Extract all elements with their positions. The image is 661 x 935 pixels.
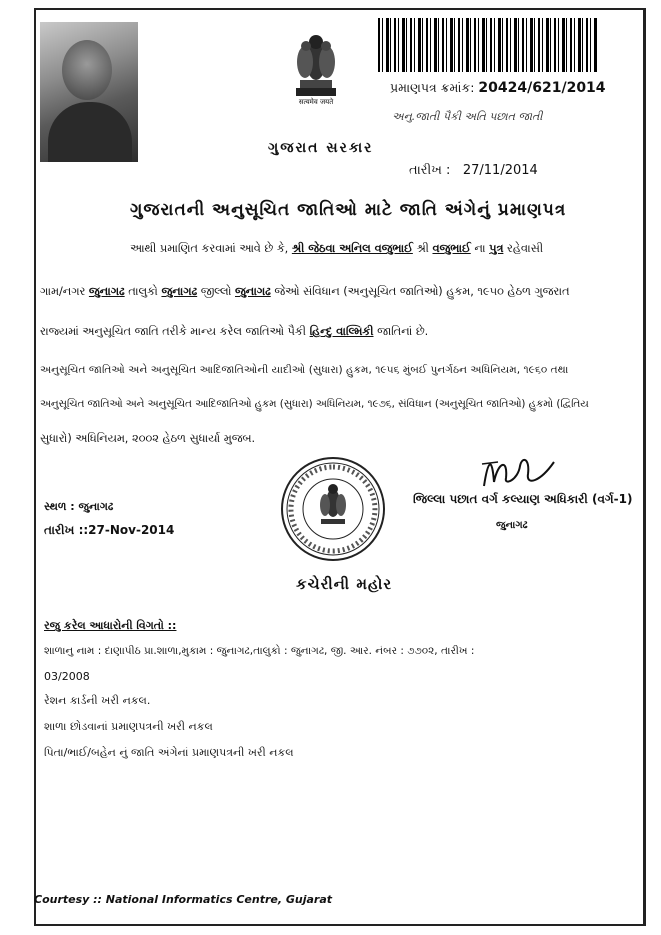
- taluka: જુનાગઢ: [161, 285, 198, 298]
- emblem-caption: सत्यमेव जयते: [298, 98, 334, 106]
- document-item: પિતા/ભાઈ/બહેન નું જાતિ અંગેનાં પ્રમાણપત્રની ખરી નકલ: [44, 746, 294, 759]
- state-emblem-icon: [288, 30, 344, 100]
- office-seal-stamp: [279, 455, 387, 563]
- applicant-name: શ્રી જેઠવા અનિલ વજુભાઈ: [291, 242, 413, 255]
- government-name: ગુજરાત સરકાર: [268, 140, 374, 156]
- village: જુનાગઢ: [88, 285, 125, 298]
- district: જુનાગઢ: [235, 285, 271, 298]
- barcode: [378, 18, 598, 72]
- school-date: 03/2008: [44, 670, 90, 683]
- footer-courtesy: Courtesy :: National Informatics Centre, Gujarat: [34, 893, 333, 906]
- father-name: વજુભાઈ: [432, 242, 471, 255]
- signing-date: તારીખ ::27-Nov-2014: [44, 523, 175, 537]
- documents-title: રજુ કરેલ આધારોની વિગતો ::: [44, 619, 177, 632]
- body-line-3: રાજ્યમાં અનુસૂચિત જાતિ તરીકે માન્ય કરેલ જાતિઓ પૈકી હિન્દુ વાલ્મિકી જાતિનાં છે.: [40, 325, 429, 338]
- body-line-6: સુધારો) અધિનિયમ, ૨૦૦૨ હેઠળ સુધાર્યા મુજબ.: [40, 432, 256, 445]
- school-details: શાળાનુ નામ : દાણાપીઠ પ્રા.શાળા,મુકામ : જુનાગઢ,તાલુકો : જુનાગઢ, જી. આર. નંબર : ૭૭૦૨, તારીખ :: [44, 645, 475, 657]
- issue-date: તારીખ : 27/11/2014: [409, 163, 538, 178]
- officer-designation: જિલ્લા પછાત વર્ગ કલ્યાણ અધિકારી (વર્ગ-1): [413, 492, 633, 506]
- office-seal-label: કચેરીની મહોર: [296, 575, 393, 593]
- applicant-photo: [40, 22, 138, 162]
- certificate-number: પ્રમાણપત્ર ક્રમાંક: 20424/621/2014: [390, 80, 606, 96]
- document-item: શાળા છોડવાનાં પ્રમાણપત્રની ખરી નકલ: [44, 720, 213, 733]
- officer-signature: [478, 452, 558, 492]
- body-line-5: અનુસૂચિત જાતિઓ અને અનુસૂચિત આદિજાતિઓ હુકમ (સુધારા) અધિનિયમ, ૧૯૭૬, સંવિધાન (અનુસૂચિત જાતિઓ) હુકમો (દ્વિતિય: [40, 398, 589, 410]
- certificate-title: ગુજરાતની અનુસૂચિત જાતિઓ માટે જાતિ અંગેનું પ્રમાણપત્ર: [130, 200, 567, 220]
- certificate-number-value: 20424/621/2014: [478, 80, 606, 96]
- relation: પુત્ર: [489, 242, 504, 255]
- officer-place: જુનાગઢ: [496, 520, 528, 531]
- signing-place: સ્થળ : જુનાગઢ: [44, 500, 114, 513]
- body-line-1: આથી પ્રમાણિત કરવામાં આવે છે કે, શ્રી જેઠવા અનિલ વજુભાઈ શ્રી વજુભાઈ ના પુત્ર રહેવાસી: [130, 242, 544, 255]
- body-line-4: અનુસૂચિત જાતિઓ અને અનુસૂચિત આદિજાતિઓની યાદીઓ (સુધારા) હુકમ, ૧૯૫૬ મુંબઈ પુનર્ગઠન અધિનિયમ, ૧૯૬૦ તથા: [40, 364, 569, 376]
- document-item: રેશન કાર્ડની ખરી નકલ.: [44, 694, 151, 707]
- handwritten-caste-note: અનુ.જાતી પૈકી અતિ પછાત જાતી: [392, 110, 543, 123]
- caste: હિન્દુ વાલ્મિકી: [309, 325, 374, 338]
- body-line-2: ગામ/નગર જુનાગઢ તાલુકો જુનાગઢ જીલ્લો જુનાગઢ જેઓ સંવિધાન (અનુસૂચિત જાતિઓ) હુકમ, ૧૯૫૦ હેઠળ ગુજરાત: [40, 285, 570, 298]
